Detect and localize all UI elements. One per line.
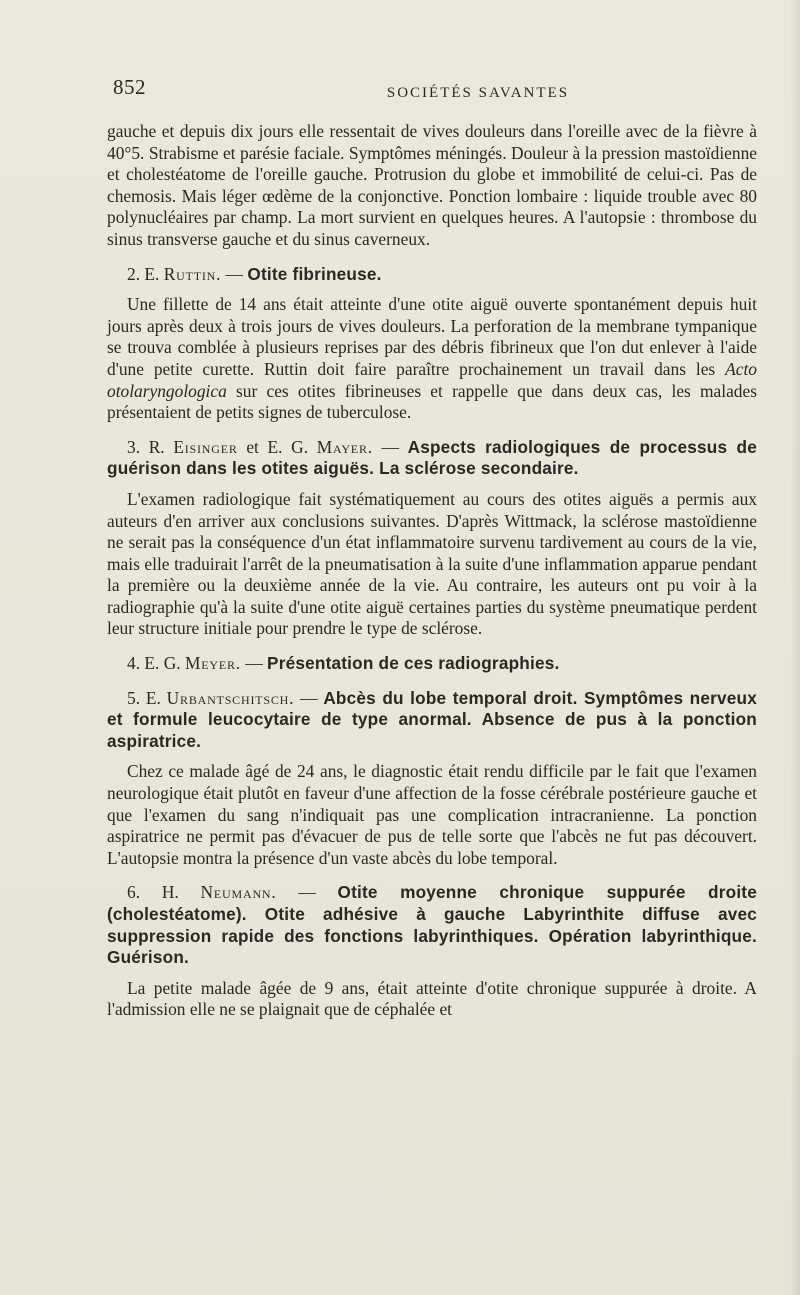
entry-heading-2 [107, 264, 757, 286]
entry-dash: — [298, 882, 316, 903]
entry-coauthor-prefix: et E. G. [246, 436, 309, 457]
entry-title: Otite moyenne chronique suppurée droite (cholestéatome). Otite adhésive à gauche Labyrinthite diffuse avec suppression rapide des fonctions labyrinthiques. Opération labyrinthique. Guérison. [107, 882, 757, 968]
journal-title: Acto otolaryngologica [107, 358, 757, 401]
entry-body-5: Chez ce malade âgé de 24 ans, le diagnostic était rendu difficile par le fait que l'examen neurologique était plutôt en faveur d'une affection de la fosse cérébrale postérieure gauche et que l'examen du sang n'indiquait pas une complication intracranienne. La ponction aspiratrice ne permit pas d'évacuer de pus de telle sorte que l'abcès ne fut pas découvert. L'autopsie montra la présence d'un vaste abcès du lobe temporal. [107, 761, 757, 868]
running-title: SOCIÉTÉS SAVANTES [386, 85, 570, 101]
entry-title: Abcès du lobe temporal droit. Symptômes nerveux et formule leucocytaire de type anormal. Absence de pus à la ponction aspiratrice. [107, 687, 757, 751]
entry-body-6: La petite malade âgée de 9 ans, était atteinte d'otite chronique suppurée à droite. A l'admission elle ne se plaignait que de céphalée et [107, 977, 757, 1020]
entry-heading-6 [107, 882, 757, 968]
entry-author: Neumann. [200, 882, 277, 903]
entry-heading-4 [107, 653, 757, 675]
entry-title: Aspects radiologiques de processus de guérison dans les otites aiguës. La sclérose secondaire. [107, 436, 757, 479]
entry-dash: — [381, 436, 399, 457]
entry-number: 2. E. [127, 263, 160, 284]
entry-number: 6. H. [127, 882, 179, 903]
entry-author: Meyer. [184, 653, 241, 674]
entry-number: 4. E. G. [127, 653, 181, 674]
page-number: 852 [113, 75, 146, 99]
page-edge-shadow [790, 0, 800, 1295]
entry-author: Urbantschitsch. [166, 687, 295, 708]
entry-heading-3 [107, 437, 757, 480]
page-header [113, 75, 753, 105]
entry-dash: — [300, 687, 318, 708]
entry-body-text: Une fillette de 14 ans était atteinte d'une otite aiguë ouverte spontanément depuis huit jours après deux à trois jours de vives douleurs. La perforation de la membrane tympanique se trouva comblée à plusieurs reprises par des débris fibrineux que l'on dut enlever à l'aide d'une petite curette. Ruttin doit faire paraître prochainement un travail dans les [107, 294, 757, 379]
entry-number: 3. R. [127, 436, 165, 457]
entry-body-3: L'examen radiologique fait systématiquement au cours des otites aiguës a permis aux auteurs d'en arriver aux conclusions suivantes. D'après Wittmack, la sclérose mastoïdienne ne serait pas la conséquence d'un état inflammatoire survenu tardivement au cours de la vie, mais elle traduirait l'arrêt de la pneumatisation à la suite d'une inflammation apparue pendant la première ou la deuxième année de la vie. Au contraire, les auteurs ont pu voir à la radiographie qu'à la suite d'une otite aiguë certaines parties du système pneumatique perdent leur structure initiale pour prendre le type de sclérose. [107, 488, 757, 639]
entry-title: Présentation de ces radiographies. [267, 653, 560, 674]
entry-title: Otite fibrineuse. [247, 263, 382, 284]
entry-body-2 [107, 294, 757, 424]
entry-author: Eisinger [173, 436, 238, 457]
continued-paragraph: gauche et depuis dix jours elle ressentait de vives douleurs dans l'oreille avec de la fièvre à 40°5. Strabisme et parésie faciale. Symptômes méningés. Douleur à la pression mastoïdienne et cholestéatome de l'oreille gauche. Protrusion du globe et immobilité de celui-ci. Pas de chemosis. Mais léger œdème de la conjonctive. Ponction lombaire : liquide trouble avec 80 polynucléaires par champ. La mort survient en quelques heures. A l'autopsie : thrombose du sinus transverse gauche et du sinus caverneux. [107, 121, 757, 249]
page-body [107, 121, 757, 1021]
entry-author-2: Mayer. [316, 436, 373, 457]
entry-body-text: sur ces otites fibrineuses et rappelle que dans deux cas, les malades présentaient de petits signes de tuberculose. [107, 380, 757, 423]
entry-number: 5. E. [127, 687, 161, 708]
entry-dash: — [245, 653, 263, 674]
entry-dash: — [225, 263, 244, 284]
entry-heading-5 [107, 688, 757, 753]
entry-author: Ruttin. [163, 263, 222, 284]
